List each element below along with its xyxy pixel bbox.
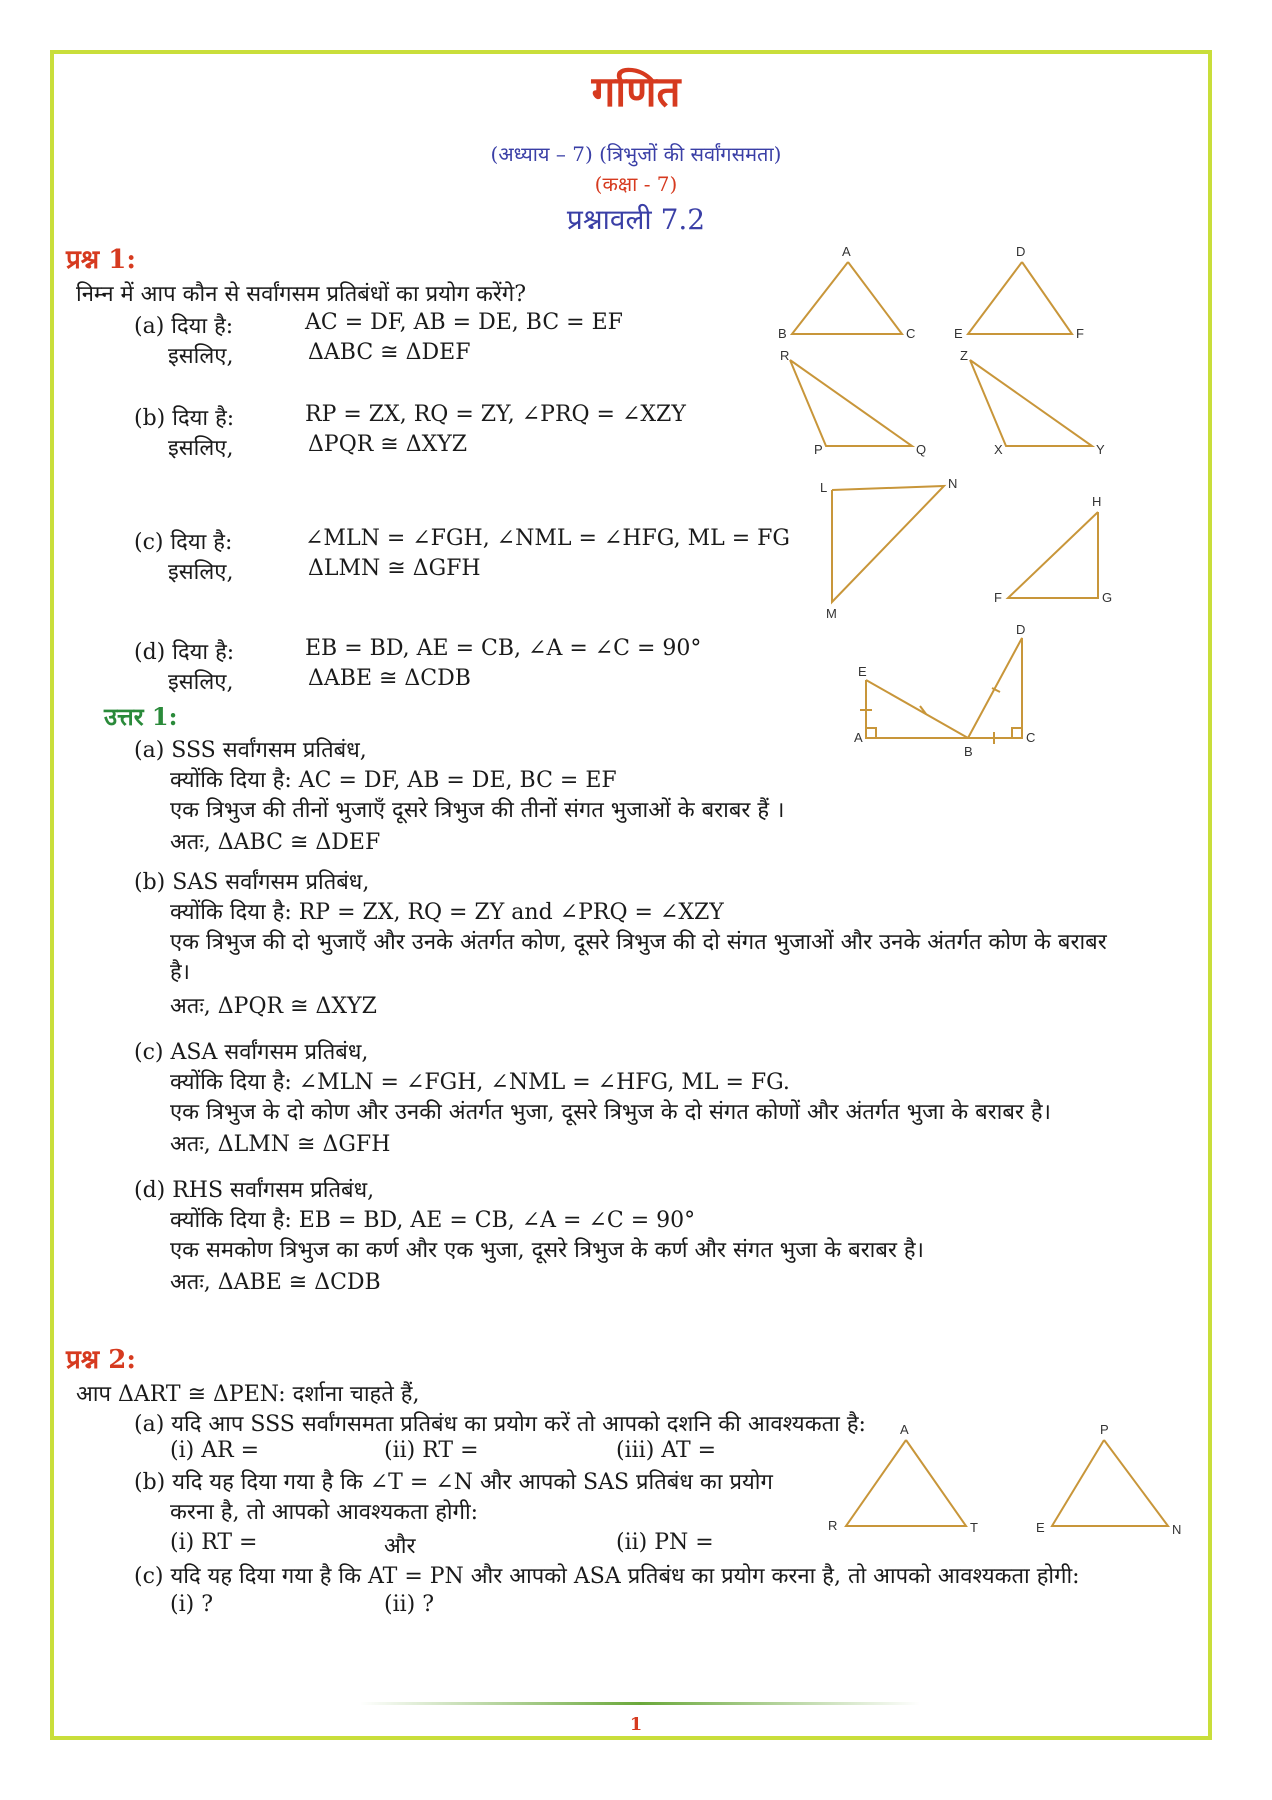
right-angle-c	[1012, 728, 1022, 738]
q2b-text-1: (b) यदि यह दिया गया है कि ∠T = ∠N और आपको SAS प्रतिबंध का प्रयोग	[134, 1470, 773, 1495]
a1d-given: क्योंकि दिया है: EB = BD, AE = CB, ∠A = ∠C = 90°	[170, 1208, 696, 1233]
q2-figures	[816, 1420, 1196, 1560]
q1d-given: EB = BD, AE = CB, ∠A = ∠C = 90°	[305, 636, 702, 661]
q1b-therefore-label: इसलिए,	[168, 436, 234, 461]
q1b-given-label: (b) दिया है:	[134, 406, 235, 431]
a1a-conclusion: अतः, ΔABC ≅ ΔDEF	[170, 830, 381, 855]
triangle-fgh	[1008, 512, 1098, 598]
q1a-therefore-label: इसलिए,	[168, 344, 234, 369]
label-M: M	[826, 606, 837, 621]
a1c-reason: एक त्रिभुज के दो कोण और उनकी अंतर्गत भुजा, दूसरे त्रिभुज के दो संगत कोणों और अंतर्गत भुजा के बराबर है।	[170, 1100, 1051, 1125]
a1d-reason: एक समकोण त्रिभुज का कर्ण और एक भुजा, दूसरे त्रिभुज के कर्ण और संगत भुजा के बराबर है।	[170, 1238, 924, 1263]
q1c-therefore: ΔLMN ≅ ΔGFH	[308, 556, 481, 581]
a1c-head: (c) ASA सर्वांगसम प्रतिबंध,	[134, 1040, 369, 1065]
a1d-head: (d) RHS सर्वांगसम प्रतिबंध,	[134, 1178, 375, 1203]
label-P: P	[814, 442, 823, 457]
q2c-text: (c) यदि यह दिया गया है कि AT = PN और आपको ASA प्रतिबंध का प्रयोग करना है, तो आपको आवश्यकता होगी:	[134, 1564, 1080, 1589]
label-H: H	[1092, 494, 1102, 509]
label-T: T	[970, 1520, 978, 1535]
triangle-abe	[866, 680, 968, 738]
question-1-label: प्रश्न 1:	[66, 245, 136, 275]
chapter-subtitle: (अध्याय – 7) (त्रिभुजों की सर्वांगसमता)	[490, 142, 782, 166]
q2a-i: (i) AR =	[170, 1438, 260, 1463]
label-Q: Q	[916, 442, 927, 457]
label-B: B	[778, 326, 787, 341]
q2b-text-2: करना है, तो आपको आवश्यकता होगी:	[170, 1500, 479, 1525]
q2c-ii: (ii) ?	[384, 1592, 435, 1617]
q1b-therefore: ΔPQR ≅ ΔXYZ	[308, 432, 468, 457]
a1c-conclusion: अतः, ΔLMN ≅ ΔGFH	[170, 1132, 391, 1157]
q2a-ii: (ii) RT =	[384, 1438, 479, 1463]
question-2-prompt: आप ΔART ≅ ΔPEN: दर्शाना चाहते हैं,	[76, 1382, 420, 1407]
label-Z: Z	[960, 348, 968, 363]
label-C: C	[906, 326, 916, 341]
label-N: N	[948, 476, 958, 491]
triangle-abc	[792, 262, 902, 334]
footer-divider	[360, 1702, 920, 1705]
q2b-and: और	[384, 1534, 416, 1559]
label-R: R	[780, 348, 790, 363]
triangle-def	[968, 262, 1072, 334]
q1a-therefore: ΔABC ≅ ΔDEF	[308, 340, 471, 365]
exercise-title: प्रश्नावली 7.2	[566, 203, 706, 236]
class-subtitle: (कक्षा - 7)	[594, 172, 678, 196]
triangle-cdb	[968, 638, 1022, 738]
label-E3: E	[1036, 1520, 1045, 1535]
label-F: F	[1076, 326, 1084, 341]
page-title: गणित	[591, 67, 681, 116]
label-E2: E	[858, 664, 867, 679]
label-E: E	[954, 326, 963, 341]
q2b-ii: (ii) PN =	[616, 1530, 714, 1555]
a1b-reason: एक त्रिभुज की दो भुजाएँ और उनके अंतर्गत कोण, दूसरे त्रिभुज की दो संगत भुजाओं और उनके अंतर्गत कोण के बराबर	[170, 930, 1107, 955]
label-D2: D	[1016, 622, 1026, 637]
label-F2: F	[994, 590, 1002, 605]
q2a-iii: (iii) AT =	[616, 1438, 717, 1463]
a1b-conclusion: अतः, ΔPQR ≅ ΔXYZ	[170, 994, 377, 1019]
answer-1-label: उत्तर 1:	[104, 702, 178, 731]
q2a-text: (a) यदि आप SSS सर्वांगसमता प्रतिबंध का प्रयोग करें तो आपको दशनि की आवश्यकता है:	[134, 1412, 866, 1437]
q1a-given-label: (a) दिया है:	[134, 314, 234, 339]
q2b-i: (i) RT =	[170, 1530, 258, 1555]
label-A2: A	[854, 730, 863, 745]
label-R3: R	[828, 1518, 838, 1533]
q1c-given-label: (c) दिया है:	[134, 530, 233, 555]
q1b-given: RP = ZX, RQ = ZY, ∠PRQ = ∠XZY	[305, 402, 686, 427]
q1d-given-label: (d) दिया है:	[134, 640, 235, 665]
triangle-art	[846, 1440, 966, 1526]
label-G: G	[1102, 590, 1113, 605]
triangle-pen	[1052, 1440, 1168, 1526]
label-B2: B	[964, 744, 973, 759]
a1b-reason-cont: है।	[170, 960, 191, 985]
label-L: L	[820, 480, 828, 495]
a1a-given: क्योंकि दिया है: AC = DF, AB = DE, BC = EF	[170, 768, 617, 793]
triangle-pqr	[790, 360, 912, 446]
question-1-prompt: निम्न में आप कौन से सर्वांगसम प्रतिबंधों का प्रयोग करेंगे?	[76, 282, 527, 307]
q1c-therefore-label: इसलिए,	[168, 560, 234, 585]
label-C2: C	[1026, 730, 1036, 745]
q1c-given: ∠MLN = ∠FGH, ∠NML = ∠HFG, ML = FG	[305, 526, 790, 551]
a1a-reason: एक त्रिभुज की तीनों भुजाएँ दूसरे त्रिभुज की तीनों संगत भुजाओं के बराबर हैं ।	[170, 798, 785, 823]
a1b-head: (b) SAS सर्वांगसम प्रतिबंध,	[134, 870, 370, 895]
label-A: A	[842, 244, 851, 259]
question-2-label: प्रश्न 2:	[66, 1345, 136, 1375]
page-number: 1	[629, 1714, 643, 1735]
label-D: D	[1016, 244, 1026, 259]
q2c-i: (i) ?	[170, 1592, 213, 1617]
a1b-given: क्योंकि दिया है: RP = ZX, RQ = ZY and ∠PRQ = ∠XZY	[170, 900, 724, 925]
label-A3: A	[900, 1422, 909, 1437]
q1d-therefore-label: इसलिए,	[168, 670, 234, 695]
q1d-therefore: ΔABE ≅ ΔCDB	[308, 666, 471, 691]
label-X: X	[994, 442, 1003, 457]
a1d-conclusion: अतः, ΔABE ≅ ΔCDB	[170, 1270, 381, 1295]
label-P3: P	[1100, 1422, 1109, 1437]
a1a-head: (a) SSS सर्वांगसम प्रतिबंध,	[134, 738, 367, 763]
triangle-lmn	[832, 486, 944, 602]
a1c-given: क्योंकि दिया है: ∠MLN = ∠FGH, ∠NML = ∠HFG, ML = FG.	[170, 1070, 790, 1095]
label-Y: Y	[1096, 442, 1105, 457]
q1a-given: AC = DF, AB = DE, BC = EF	[305, 310, 623, 335]
q1-figures	[770, 240, 1113, 940]
right-angle-a	[866, 728, 876, 738]
triangle-xyz	[970, 360, 1092, 446]
label-N3: N	[1172, 1522, 1182, 1537]
